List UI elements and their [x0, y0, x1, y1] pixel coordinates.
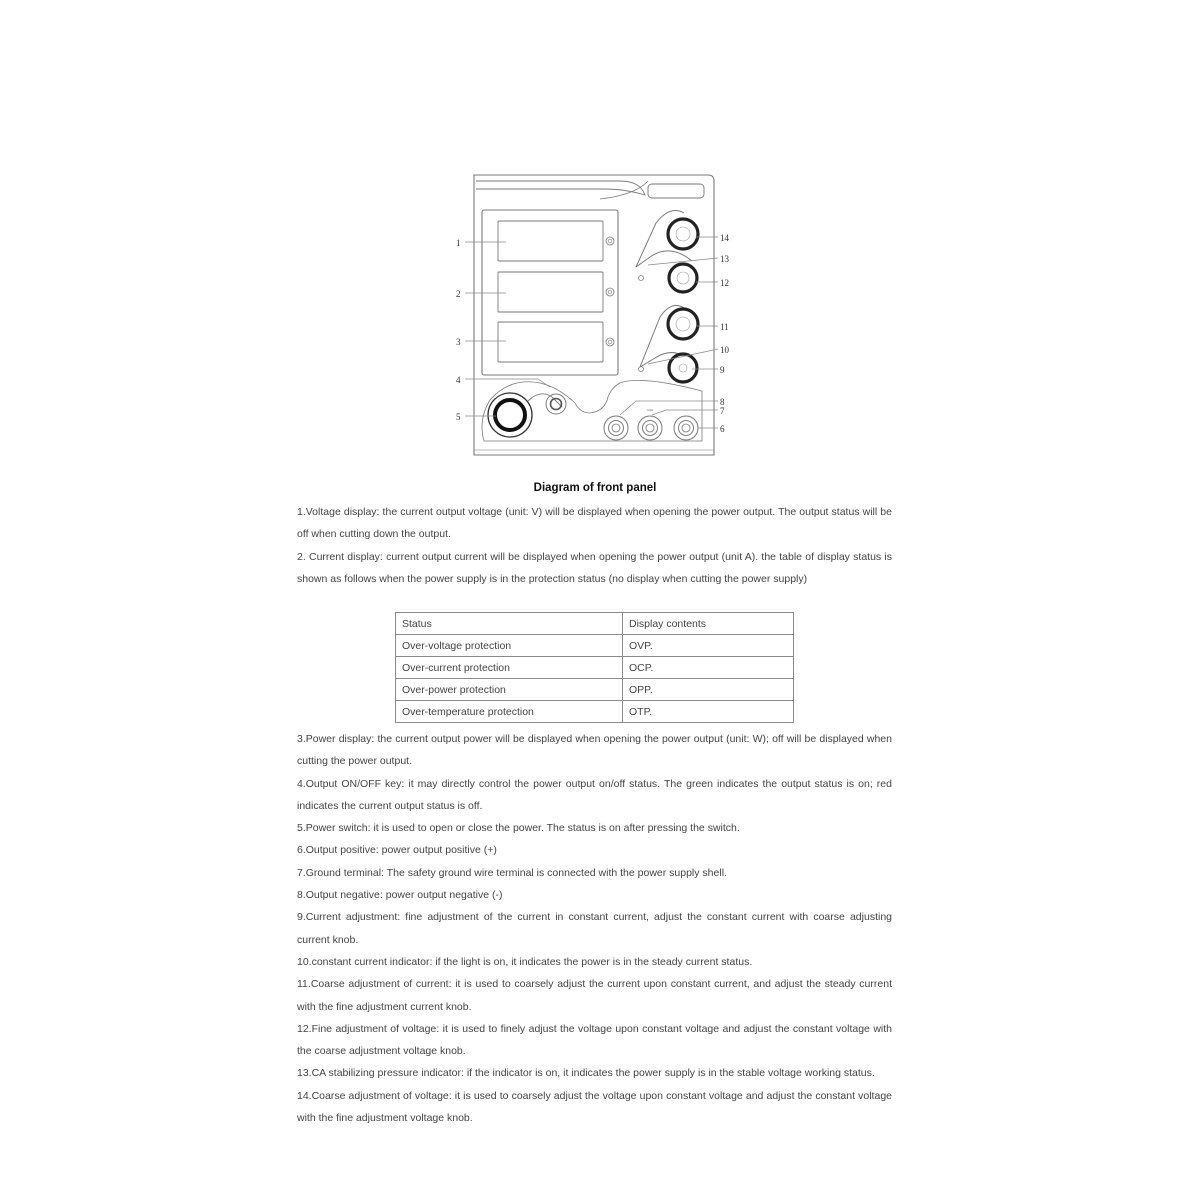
svg-text:-: -	[615, 408, 617, 412]
callout-11: 11	[720, 322, 729, 332]
item-power-switch: 5.Power switch: it is used to open or close the power. The status is on after pressing the switch.	[297, 822, 740, 835]
table-cell-display: OPP.	[623, 679, 794, 701]
item-output-key: 4.Output ON/OFF key: it may directly control the power output on/off status. The green indicates the output status is on; red indicates the current output status is off.	[297, 777, 892, 812]
callout-8: 8	[720, 397, 725, 407]
table-header-row	[396, 613, 794, 635]
output-negative-terminal	[604, 416, 628, 440]
diagram-title: Diagram of front panel	[533, 482, 657, 494]
table-row	[396, 701, 794, 723]
table-cell-display: OCP.	[623, 657, 794, 679]
current-display	[498, 272, 603, 312]
item-cc-indicator: 10.constant current indicator: if the light is on, it indicates the power is in the steady current status.	[297, 955, 753, 968]
protection-status-table	[395, 612, 794, 723]
power-display	[498, 322, 603, 362]
table-row	[396, 679, 794, 701]
callout-9: 9	[720, 365, 725, 375]
table-cell-status: Over-voltage protection	[396, 635, 623, 657]
cc-indicator	[639, 367, 644, 372]
item-current-display: 2. Current display: current output current will be displayed when opening the power output (unit A). the table of display status is shown as follows when the power supply is in the protection status (no display when cutting the power supply)	[297, 550, 892, 585]
callout-3: 3	[456, 337, 461, 347]
callout-6: 6	[720, 424, 725, 434]
item-fine-voltage: 12.Fine adjustment of voltage: it is used to finely adjust the voltage upon constant voltage and adjust the constant voltage with the coarse adjustment voltage knob.	[297, 1022, 892, 1058]
table-row	[396, 635, 794, 657]
callout-7: 7	[720, 406, 725, 416]
table-row	[396, 657, 794, 679]
callout-2: 2	[456, 289, 461, 299]
callout-5: 5	[456, 412, 461, 422]
ground-terminal	[638, 416, 662, 440]
item-current-adjustment: 9.Current adjustment: fine adjustment of the current in constant current, adjust the constant current with coarse adjusting current knob.	[297, 911, 892, 946]
table-cell-status: Over-current protection	[396, 657, 623, 679]
output-on-off-key	[546, 394, 566, 414]
table-header-display: Display contents	[623, 613, 794, 635]
table-cell-display: OVP.	[623, 635, 794, 657]
description-top	[297, 501, 892, 590]
table-cell-status: Over-temperature protection	[396, 701, 623, 723]
callout-1: 1	[456, 238, 461, 248]
item-power-display: 3.Power display: the current output power will be displayed when opening the power output (unit: W); off will be displayed when cutting the power output.	[297, 733, 892, 768]
table-header-status: Status	[396, 613, 623, 635]
item-coarse-current: 11.Coarse adjustment of current: it is used to coarsely adjust the current upon constant current, and adjust the steady current with the fine adjustment current knob.	[297, 978, 892, 1013]
svg-text:+: +	[685, 408, 687, 412]
callout-14: 14	[720, 233, 729, 243]
item-output-negative: 8.Output negative: power output negative (-)	[297, 889, 503, 902]
table-cell-display: OTP.	[623, 701, 794, 723]
item-coarse-voltage: 14.Coarse adjustment of voltage: it is used to coarsely adjust the voltage upon constant voltage and adjust the constant voltage with the fine adjustment voltage knob.	[297, 1089, 892, 1125]
output-positive-terminal	[674, 416, 698, 440]
svg-text:GND: GND	[646, 408, 654, 412]
item-ground-terminal: 7.Ground terminal: The safety ground wire terminal is connected with the power supply shell.	[297, 866, 727, 879]
item-output-positive: 6.Output positive: power output positive (+)	[297, 844, 497, 857]
callout-4: 4	[456, 375, 461, 385]
front-panel-diagram	[440, 165, 760, 470]
voltage-display	[498, 221, 603, 261]
callout-13: 13	[720, 254, 729, 264]
callout-10: 10	[720, 345, 729, 355]
item-cv-indicator: 13.CA stabilizing pressure indicator: if the indicator is on, it indicates the power supply is in the stable voltage working status.	[297, 1067, 875, 1080]
table-cell-status: Over-power protection	[396, 679, 623, 701]
cv-indicator	[639, 276, 644, 281]
callout-12: 12	[720, 278, 729, 288]
description-bottom	[297, 728, 892, 1129]
item-voltage-display: 1.Voltage display: the current output voltage (unit: V) will be displayed when opening the power output. The output status will be off when cutting down the output.	[297, 506, 892, 541]
